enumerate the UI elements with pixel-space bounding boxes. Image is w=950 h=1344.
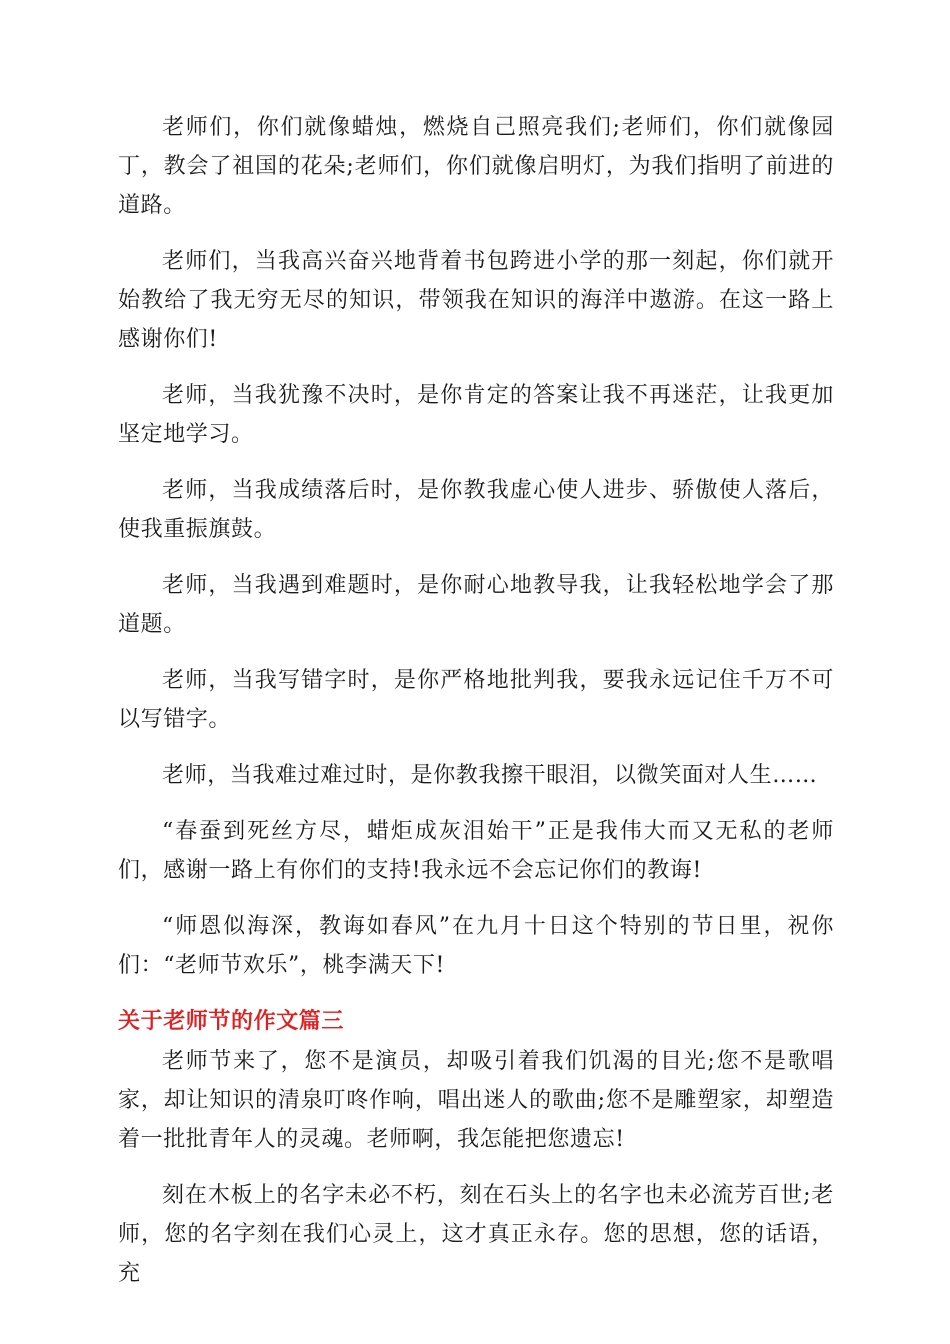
- paragraph: 老师，当我犹豫不决时，是你肯定的答案让我不再迷茫，让我更加坚定地学习。: [118, 383, 834, 447]
- document-page: [118, 108, 834, 1310]
- paragraph: “春蚕到死丝方尽，蜡炬成灰泪始干”正是我伟大而又无私的老师们，感谢一路上有你们的支持!我永远不会忘记你们的教诲!: [118, 819, 834, 883]
- paragraph: 老师，当我成绩落后时，是你教我虚心使人进步、骄傲使人落后，使我重振旗鼓。: [118, 478, 834, 542]
- paragraph: 老师节来了，您不是演员，却吸引着我们饥渴的目光;您不是歌唱家，却让知识的清泉叮咚作响，唱出迷人的歌曲;您不是雕塑家，却塑造着一批批青年人的灵魂。老师啊，我怎能把您遗忘!: [118, 1049, 834, 1152]
- section-title: 关于老师节的作文篇三: [118, 1009, 345, 1034]
- paragraph: 老师，当我写错字时，是你严格地批判我，要我永远记住千万不可以写错字。: [118, 668, 834, 732]
- paragraph: 老师，当我遇到难题时，是你耐心地教导我，让我轻松地学会了那道题。: [118, 573, 834, 637]
- paragraph: 刻在木板上的名字未必不朽，刻在石头上的名字也未必流芳百世;老师，您的名字刻在我们心灵上，这才真正永存。您的思想，您的话语，充: [118, 1183, 834, 1286]
- paragraph: “师恩似海深，教诲如春风”在九月十日这个特别的节日里，祝你们：“老师节欢乐”，桃李满天下!: [118, 914, 834, 978]
- paragraph: 老师们，当我高兴奋兴地背着书包跨进小学的那一刻起，你们就开始教给了我无穷无尽的知识，带领我在知识的海洋中遨游。在这一路上感谢你们!: [118, 249, 834, 352]
- paragraph: 老师们，你们就像蜡烛，燃烧自己照亮我们;老师们，你们就像园丁，教会了祖国的花朵;老师们，你们就像启明灯，为我们指明了前进的道路。: [118, 115, 834, 218]
- paragraph: 老师，当我难过难过时，是你教我擦干眼泪，以微笑面对人生……: [162, 763, 818, 788]
